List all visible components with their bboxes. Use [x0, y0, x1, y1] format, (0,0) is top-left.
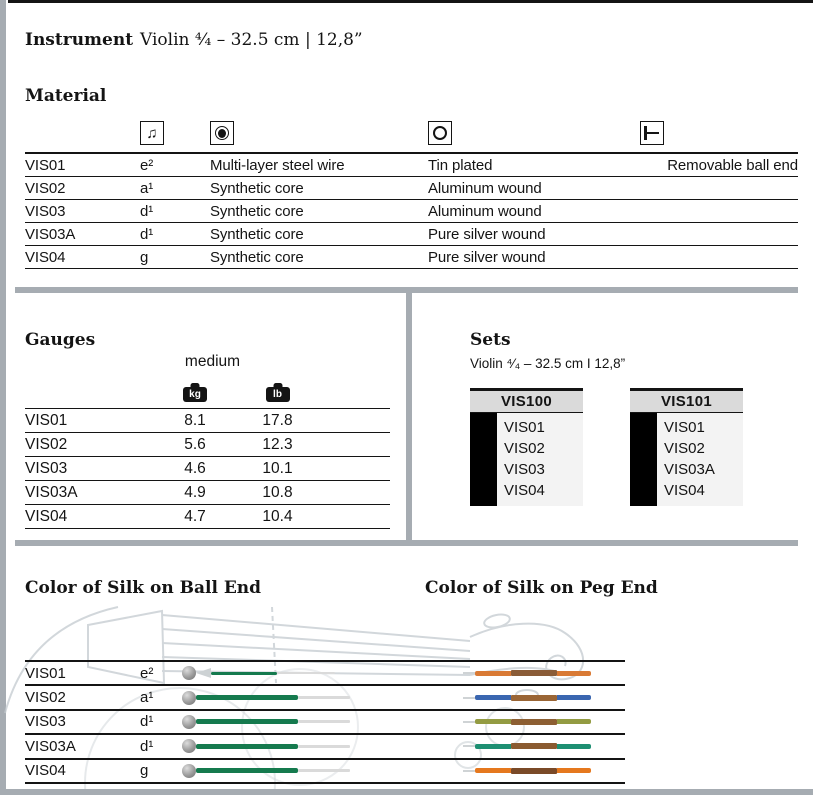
string-note: e²: [140, 156, 154, 174]
string-winding: Aluminum wound: [428, 202, 542, 220]
note-icon: ♫: [140, 121, 164, 145]
ball-silk: [196, 744, 298, 749]
ball-loop: [196, 668, 211, 678]
table-row: VIS03 d¹: [25, 711, 625, 735]
string-core: Synthetic core: [210, 248, 304, 266]
silk-color-table: [25, 660, 625, 784]
lb-weight-icon: lb: [266, 387, 290, 402]
set-strings: [470, 413, 583, 506]
instrument-row: [25, 30, 363, 50]
kg-weight-icon: kg: [183, 387, 207, 402]
gauge-variant-label: medium: [184, 353, 241, 370]
string-ballend: Removable ball end: [667, 156, 798, 174]
table-row: [25, 154, 798, 177]
silk-peg-end-title: Color of Silk on Peg End: [425, 578, 658, 598]
peg-end-graphic: [463, 760, 591, 782]
sets-subtitle: Violin ⁴⁄₄ – 32.5 cm I 12,8”: [470, 356, 626, 371]
table-row: VIS03A 4.9 10.8: [25, 481, 390, 505]
ball-icon: [182, 691, 196, 705]
string-tail: [277, 672, 335, 674]
string-winding: Tin plated: [428, 156, 493, 174]
peg-end-graphic: [463, 735, 591, 757]
ball-icon: [182, 715, 196, 729]
string-note: d¹: [140, 202, 154, 220]
winding-icon: [428, 121, 452, 145]
string-code: VIS01: [25, 156, 66, 174]
ball-end-icon: [640, 121, 664, 145]
table-row: VIS03 4.6 10.1: [25, 457, 390, 481]
string-note: d¹: [140, 225, 154, 243]
table-row: VIS04 4.7 10.4: [25, 505, 390, 529]
set-name: VIS101: [630, 388, 743, 413]
instrument-label: Instrument: [25, 30, 134, 50]
list-item: VIS01: [504, 419, 545, 436]
string-code: VIS01: [25, 664, 66, 682]
material-table: [25, 114, 798, 269]
peg-end-graphic: [463, 711, 591, 733]
ball-icon: [182, 739, 196, 753]
ball-silk: [196, 695, 298, 700]
set-name: VIS100: [470, 388, 583, 413]
lb-value: 17.8: [262, 411, 293, 429]
string-core: Synthetic core: [210, 225, 304, 243]
gauge-unit-icons: [25, 382, 390, 402]
string-code: VIS03: [25, 202, 66, 220]
table-row: VIS02 5.6 12.3: [25, 433, 390, 457]
page-top-rule: [8, 0, 813, 3]
ball-silk: [211, 672, 277, 675]
list-item: VIS03: [504, 461, 545, 478]
list-item: VIS03A: [664, 461, 715, 478]
string-core: Synthetic core: [210, 179, 304, 197]
table-row: [25, 177, 798, 200]
string-note: e²: [140, 664, 154, 682]
page-bottom-edge: [0, 789, 813, 795]
table-row: [25, 200, 798, 223]
peg-end-graphic: [463, 686, 591, 708]
ball-end-graphic: [182, 735, 350, 757]
material-icon-header: [25, 114, 798, 154]
column-divider: [406, 293, 412, 540]
string-note: g: [140, 248, 149, 266]
string-core: Synthetic core: [210, 202, 304, 220]
list-item: VIS01: [664, 419, 705, 436]
set-box-vis100: [470, 388, 583, 506]
string-code: VIS03A: [25, 225, 76, 243]
table-row: [25, 246, 798, 269]
material-title: Material: [25, 86, 107, 106]
string-winding: Pure silver wound: [428, 248, 546, 266]
gauges-table: [25, 408, 390, 529]
list-item: VIS02: [664, 440, 705, 457]
instrument-value: Violin ⁴⁄₄ – 32.5 cm | 12,8”: [140, 30, 363, 50]
ball-end-graphic: [182, 686, 350, 708]
sets-title: Sets: [470, 330, 511, 350]
table-row: [25, 409, 390, 433]
string-note: a¹: [140, 179, 154, 197]
table-row: VIS04 g: [25, 760, 625, 784]
list-item: VIS02: [504, 440, 545, 457]
table-row: VIS02 a¹: [25, 686, 625, 710]
table-row: VIS03A d¹: [25, 735, 625, 759]
list-item: VIS04: [664, 482, 705, 499]
silk-ball-end-title: Color of Silk on Ball End: [25, 578, 262, 598]
ball-silk: [196, 768, 298, 773]
ball-icon: [182, 764, 196, 778]
ball-end-graphic: [182, 662, 335, 684]
section-divider: [15, 540, 798, 546]
ball-end-graphic: [182, 711, 350, 733]
string-core: Multi-layer steel wire: [210, 156, 345, 174]
set-strings: [630, 413, 743, 506]
string-winding: Aluminum wound: [428, 179, 542, 197]
string-winding: Pure silver wound: [428, 225, 546, 243]
list-item: VIS04: [504, 482, 545, 499]
table-row: [25, 223, 798, 246]
table-row: [25, 662, 625, 686]
peg-end-graphic: [463, 662, 591, 684]
ball-end-graphic: [182, 760, 350, 782]
string-code: VIS02: [25, 179, 66, 197]
ball-silk: [196, 719, 298, 724]
string-code: VIS01: [25, 411, 68, 429]
gauges-title: Gauges: [25, 330, 96, 350]
ball-icon: [182, 666, 196, 680]
core-icon: [210, 121, 234, 145]
kg-value: 8.1: [184, 411, 206, 429]
set-box-vis101: [630, 388, 743, 506]
string-code: VIS04: [25, 248, 66, 266]
page-left-edge: [0, 0, 6, 795]
